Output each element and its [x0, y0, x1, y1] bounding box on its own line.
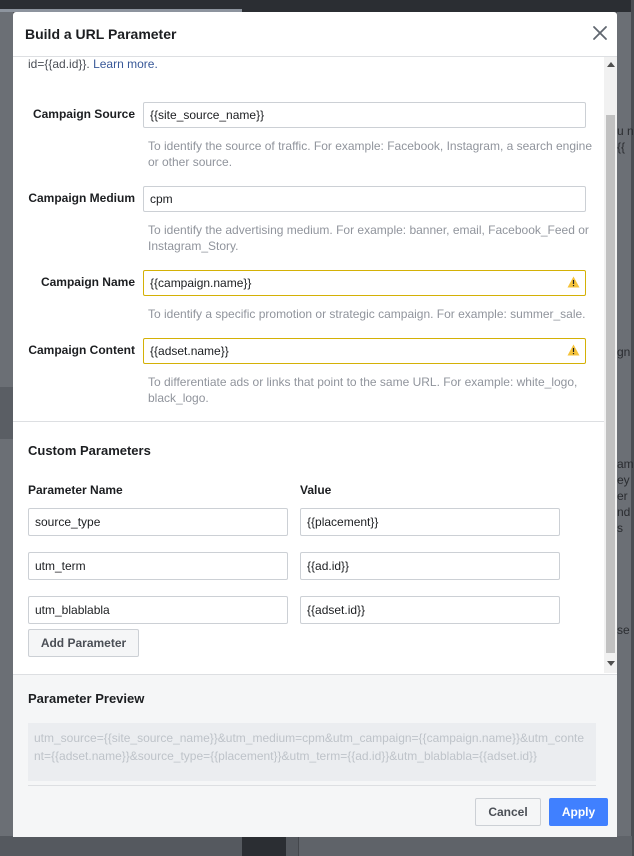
background-bottom: [0, 836, 631, 856]
background-left-panel: [0, 12, 13, 856]
parameter-value-input[interactable]: [300, 552, 560, 580]
campaign-name-label: Campaign Name: [40, 275, 135, 289]
custom-parameters-title: Custom Parameters: [28, 443, 151, 458]
background-text: {{: [617, 140, 626, 154]
warning-icon: [567, 344, 580, 356]
parameter-value-input[interactable]: [300, 596, 560, 624]
learn-more-link[interactable]: Learn more.: [93, 57, 158, 71]
campaign-content-help: To differentiate ads or links that point to the same URL. For example: white_logo, black_logo.: [148, 375, 578, 405]
background-text: er: [617, 489, 628, 503]
campaign-source-input[interactable]: [143, 102, 586, 128]
dialog-scroll-area[interactable]: [13, 57, 617, 673]
campaign-medium-help: To identify the advertising medium. For example: banner, email, Facebook_Feed or Instagram_Story.: [148, 223, 589, 253]
warning-icon: [567, 276, 580, 288]
parameter-name-input[interactable]: [28, 508, 288, 536]
cancel-button[interactable]: Cancel: [475, 798, 541, 826]
campaign-content-value: {{adset.name}}: [150, 344, 229, 358]
scroll-up-arrow-icon[interactable]: [607, 62, 615, 67]
apply-button[interactable]: Apply: [549, 798, 608, 826]
campaign-name-value: {{campaign.name}}: [150, 276, 252, 290]
footer-divider: [28, 785, 596, 786]
background-text: nd: [617, 505, 631, 519]
add-parameter-button[interactable]: Add Parameter: [28, 629, 139, 657]
parameter-preview-box: utm_source={{site_source_name}}&utm_medium=cpm&utm_campaign={{campaign.name}}&utm_content={{adset.name}}&source_type={{placement}}&utm_term={{ad.id}}&utm_blablabla={{adset.id}}: [28, 723, 596, 781]
parameter-name-input[interactable]: [28, 552, 288, 580]
preview-section: [13, 674, 617, 837]
parameter-value-input[interactable]: [300, 508, 560, 536]
parameter-value-value: {{placement}}: [307, 515, 379, 529]
background-text: u n: [617, 124, 634, 138]
dialog-header: [13, 12, 617, 57]
parameter-name-value: utm_blablabla: [35, 603, 110, 617]
background-text: se: [617, 623, 630, 637]
dialog-title: Build a URL Parameter: [25, 26, 177, 42]
preview-title: Parameter Preview: [28, 691, 145, 706]
background-top-bar: [0, 0, 631, 12]
scrollbar-thumb[interactable]: [606, 115, 615, 653]
parameter-value-value: {{ad.id}}: [307, 559, 350, 573]
campaign-name-help: To identify a specific promotion or strategic campaign. For example: summer_sale.: [148, 307, 586, 321]
background-right-panel: [617, 12, 634, 856]
background-bottom-dark: [242, 836, 286, 856]
intro-text: [28, 57, 158, 71]
campaign-content-label: Campaign Content: [28, 343, 135, 357]
background-bottom-panel: [298, 836, 632, 856]
scroll-down-arrow-icon[interactable]: [607, 661, 615, 666]
campaign-medium-value: cpm: [150, 192, 173, 206]
parameter-name-value: source_type: [35, 515, 101, 529]
intro-prefix: id={{ad.id}}.: [28, 57, 90, 71]
background-text: am: [617, 457, 634, 471]
url-parameter-dialog: [13, 12, 617, 836]
parameter-name-input[interactable]: [28, 596, 288, 624]
background-text: s: [617, 521, 623, 535]
close-icon[interactable]: [591, 24, 609, 42]
campaign-source-value: {{site_source_name}}: [150, 108, 265, 122]
parameter-value-value: {{adset.id}}: [307, 603, 366, 617]
background-highlight: [0, 387, 13, 439]
scrollbar[interactable]: [604, 57, 617, 673]
campaign-name-input[interactable]: [143, 270, 586, 296]
campaign-source-help: To identify the source of traffic. For example: Facebook, Instagram, a search engine or other source.: [148, 139, 593, 169]
campaign-source-label: Campaign Source: [32, 107, 135, 121]
campaign-medium-input[interactable]: [143, 186, 586, 212]
parameter-value-header: Value: [300, 483, 332, 497]
campaign-medium-label: Campaign Medium: [28, 191, 135, 205]
background-text: gn: [617, 345, 631, 359]
parameter-name-value: utm_term: [35, 559, 86, 573]
campaign-content-input[interactable]: [143, 338, 586, 364]
section-divider: [13, 421, 604, 422]
parameter-name-header: Parameter Name: [28, 483, 123, 497]
background-text: ey: [617, 473, 630, 487]
